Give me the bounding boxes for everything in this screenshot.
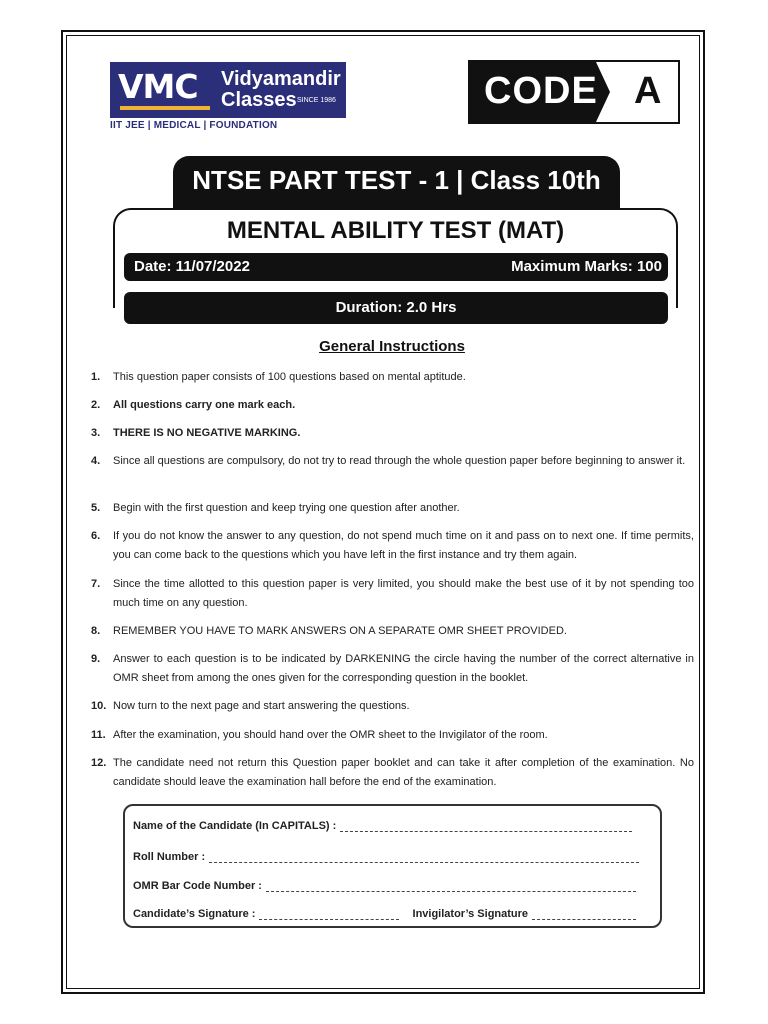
instruction-item <box>91 650 694 687</box>
instruction-item <box>91 452 694 471</box>
instruction-item <box>91 396 694 415</box>
instruction-item <box>91 424 694 443</box>
instruction-item <box>91 368 694 387</box>
page-title: NTSE PART TEST - 1 | Class 10th <box>192 165 601 195</box>
instruction-text: REMEMBER YOU HAVE TO MARK ANSWERS ON A SEPARATE OMR SHEET PROVIDED. <box>113 625 567 637</box>
instruction-number: 7. <box>91 578 101 590</box>
instruction-text: Now turn to the next page and start answering the questions. <box>113 700 410 712</box>
instruction-number: 2. <box>91 399 101 411</box>
instruction-text: After the examination, you should hand over the OMR sheet to the Invigilator of the room. <box>113 729 548 741</box>
instruction-number: 11. <box>91 729 106 741</box>
maximum-marks: Maximum Marks: 100 <box>511 258 662 275</box>
instructions-heading: General Instructions <box>319 338 465 355</box>
instruction-number: 3. <box>91 427 101 439</box>
code-letter: A <box>634 70 662 112</box>
instruction-text: Begin with the first question and keep trying one question after another. <box>113 502 460 514</box>
instruction-item <box>91 697 694 716</box>
invigilator-signature-label: Invigilator’s Signature <box>412 908 529 920</box>
signature-row <box>133 908 636 920</box>
instruction-item <box>91 754 694 791</box>
logo-name-line2: Classes <box>221 89 297 111</box>
instruction-number: 6. <box>91 530 101 542</box>
omr-barcode-field[interactable] <box>133 880 636 892</box>
candidate-signature-label: Candidate’s Signature : <box>133 908 256 920</box>
instruction-text: Since the time allotted to this question paper is very limited, you should make the best use of it by not spending too much time on any question. <box>113 578 694 609</box>
test-subtitle: MENTAL ABILITY TEST (MAT) <box>226 217 565 244</box>
instruction-item <box>91 726 694 745</box>
instruction-text: Answer to each question is to be indicated by DARKENING the circle having the number of the correct alternative in OMR sheet from among the ones given for the corresponding question in the booklet. <box>113 653 694 684</box>
instruction-number: 8. <box>91 625 101 637</box>
instruction-text: If you do not know the answer to any question, do not spend much time on it and pass on to next one. If time permits, you can come back to the questions which you have left in the first instance and try them again. <box>113 530 694 561</box>
instruction-number: 1. <box>91 371 101 383</box>
instruction-number: 12. <box>91 757 107 769</box>
omr-barcode-line[interactable] <box>266 881 636 892</box>
code-arrow-icon <box>596 62 610 122</box>
instruction-number: 9. <box>91 653 101 665</box>
instruction-text: THERE IS NO NEGATIVE MARKING. <box>113 427 301 439</box>
candidate-name-field[interactable] <box>133 820 632 832</box>
exam-date: Date: 11/07/2022 <box>134 258 250 275</box>
instruction-text: This question paper consists of 100 questions based on mental aptitude. <box>113 371 466 383</box>
instruction-number: 10. <box>91 700 107 712</box>
instruction-text: All questions carry one mark each. <box>113 399 296 411</box>
logo-underline <box>120 106 210 110</box>
instruction-number: 5. <box>91 502 101 514</box>
instruction-item <box>91 575 694 612</box>
code-label: CODE <box>484 70 598 112</box>
title-banner <box>173 156 620 208</box>
vmc-logo <box>110 62 346 118</box>
roll-number-field[interactable] <box>133 851 639 863</box>
candidate-name-label: Name of the Candidate (In CAPITALS) : <box>133 820 337 832</box>
logo-mark: VMC <box>118 67 198 106</box>
candidate-signature-line[interactable] <box>259 909 399 920</box>
instruction-item <box>91 527 694 564</box>
roll-number-label: Roll Number : <box>133 851 206 863</box>
duration: Duration: 2.0 Hrs <box>335 299 457 316</box>
instruction-item <box>91 499 694 518</box>
instruction-number: 4. <box>91 455 101 467</box>
code-box <box>468 60 680 124</box>
logo-since: SINCE 1986 <box>297 97 336 104</box>
logo-tagline: IIT JEE | MEDICAL | FOUNDATION <box>110 120 278 131</box>
instruction-text: Since all questions are compulsory, do not try to read through the whole question paper before beginning to answer it. <box>113 455 686 467</box>
instruction-text: The candidate need not return this Question paper booklet and can take it after completion of the examination. No candidate should leave the examination hall before the end of the examination. <box>113 757 694 788</box>
omr-barcode-label: OMR Bar Code Number : <box>133 880 262 892</box>
invigilator-signature-line[interactable] <box>532 909 636 920</box>
instruction-item <box>91 622 694 641</box>
logo-name-line1: Vidyamandir <box>221 68 341 90</box>
candidate-name-line[interactable] <box>340 821 632 832</box>
roll-number-line[interactable] <box>209 852 639 863</box>
